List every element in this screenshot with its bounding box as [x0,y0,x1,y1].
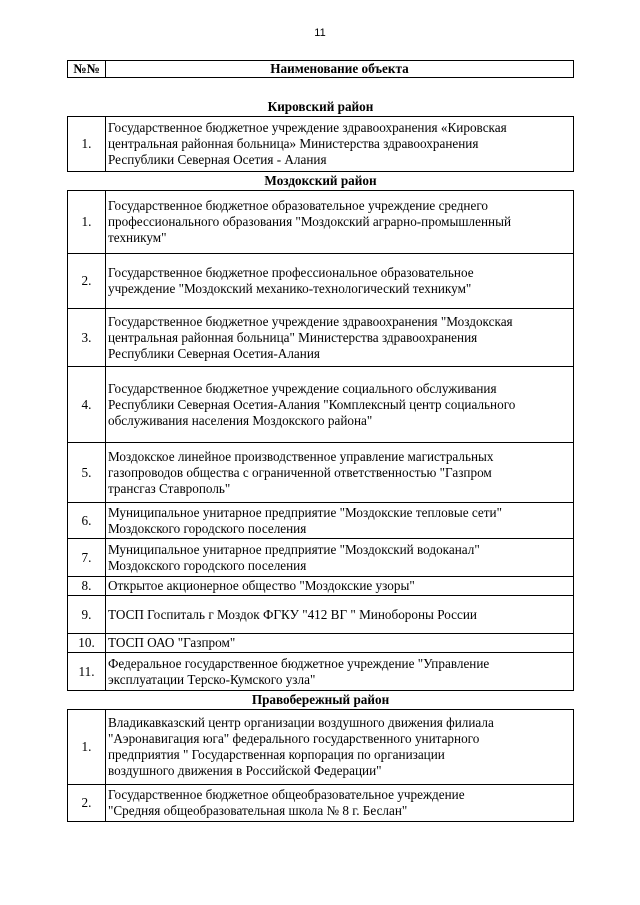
table-row [68,503,574,539]
row-number: 2. [68,254,106,309]
object-name: Муниципальное унитарное предприятие "Моздокские тепловые сети" Моздокского городского поселения [106,503,574,539]
table-row [68,443,574,503]
object-name: Государственное бюджетное учреждение социального обслуживания Республики Северная Осетия-Алания "Комплексный центр социального обслуживания населения Моздокского района" [106,367,574,443]
object-name: ТОСП Госпиталь г Моздок ФГКУ "412 ВГ " Минобороны России [106,596,574,634]
row-number: 5. [68,443,106,503]
table-row [68,596,574,634]
row-number: 7. [68,539,106,577]
section-pravoberezhny-header [68,691,574,710]
table-row [68,309,574,367]
row-number: 2. [68,785,106,822]
object-name: Моздокское линейное производственное управление магистральных газопроводов общества с ограниченной ответственностью "Газпром трансгаз Ставрополь" [106,443,574,503]
table-row [68,254,574,309]
object-name: Муниципальное унитарное предприятие "Моздокский водоканал" Моздокского городского поселения [106,539,574,577]
page-number: 11 [314,27,326,39]
table-row [68,117,574,172]
table-header [67,60,574,78]
object-name: Федеральное государственное бюджетное учреждение "Управление эксплуатации Терско-Кумского узла" [106,653,574,691]
row-number: 8. [68,577,106,596]
section-kirovsky-header [68,98,574,117]
row-number: 1. [68,710,106,785]
object-name: Государственное бюджетное учреждение здравоохранения «Кировская центральная районная больница» Министерства здравоохранения Республики Северная Осетия - Алания [106,117,574,172]
header-num-column: №№ [68,61,106,78]
section-title: Моздокский район [68,172,574,191]
table-row [68,785,574,822]
object-name: Государственное бюджетное профессиональное образовательное учреждение "Моздокский механико-технологический техникум" [106,254,574,309]
table-row [68,577,574,596]
section-title: Правобережный район [68,691,574,710]
row-number: 6. [68,503,106,539]
row-number: 4. [68,367,106,443]
section-title: Кировский район [68,98,574,117]
table-row [68,653,574,691]
header-name-column: Наименование объекта [106,61,574,78]
row-number: 11. [68,653,106,691]
row-number: 9. [68,596,106,634]
table-row [68,634,574,653]
object-name: Открытое акционерное общество "Моздокские узоры" [106,577,574,596]
table-row [68,191,574,254]
object-name: Государственное бюджетное учреждение здравоохранения "Моздокская центральная районная больница" Министерства здравоохранения Республики Северная Осетия-Алания [106,309,574,367]
row-number: 3. [68,309,106,367]
object-name: ТОСП ОАО "Газпром" [106,634,574,653]
row-number: 10. [68,634,106,653]
objects-table [67,98,574,822]
table-row [68,367,574,443]
object-name: Владикавказский центр организации воздушного движения филиала "Аэронавигация юга" федерального государственного унитарного предприятия " Государственная корпорация по организации воздушного движения в Российской Федерации" [106,710,574,785]
table-row [68,539,574,577]
section-mozdoksky-header [68,172,574,191]
row-number: 1. [68,117,106,172]
object-name: Государственное бюджетное общеобразовательное учреждение "Средняя общеобразовательная школа № 8 г. Беслан" [106,785,574,822]
table-row [68,710,574,785]
object-name: Государственное бюджетное образовательное учреждение среднего профессионального образования "Моздокский аграрно-промышленный техникум" [106,191,574,254]
row-number: 1. [68,191,106,254]
